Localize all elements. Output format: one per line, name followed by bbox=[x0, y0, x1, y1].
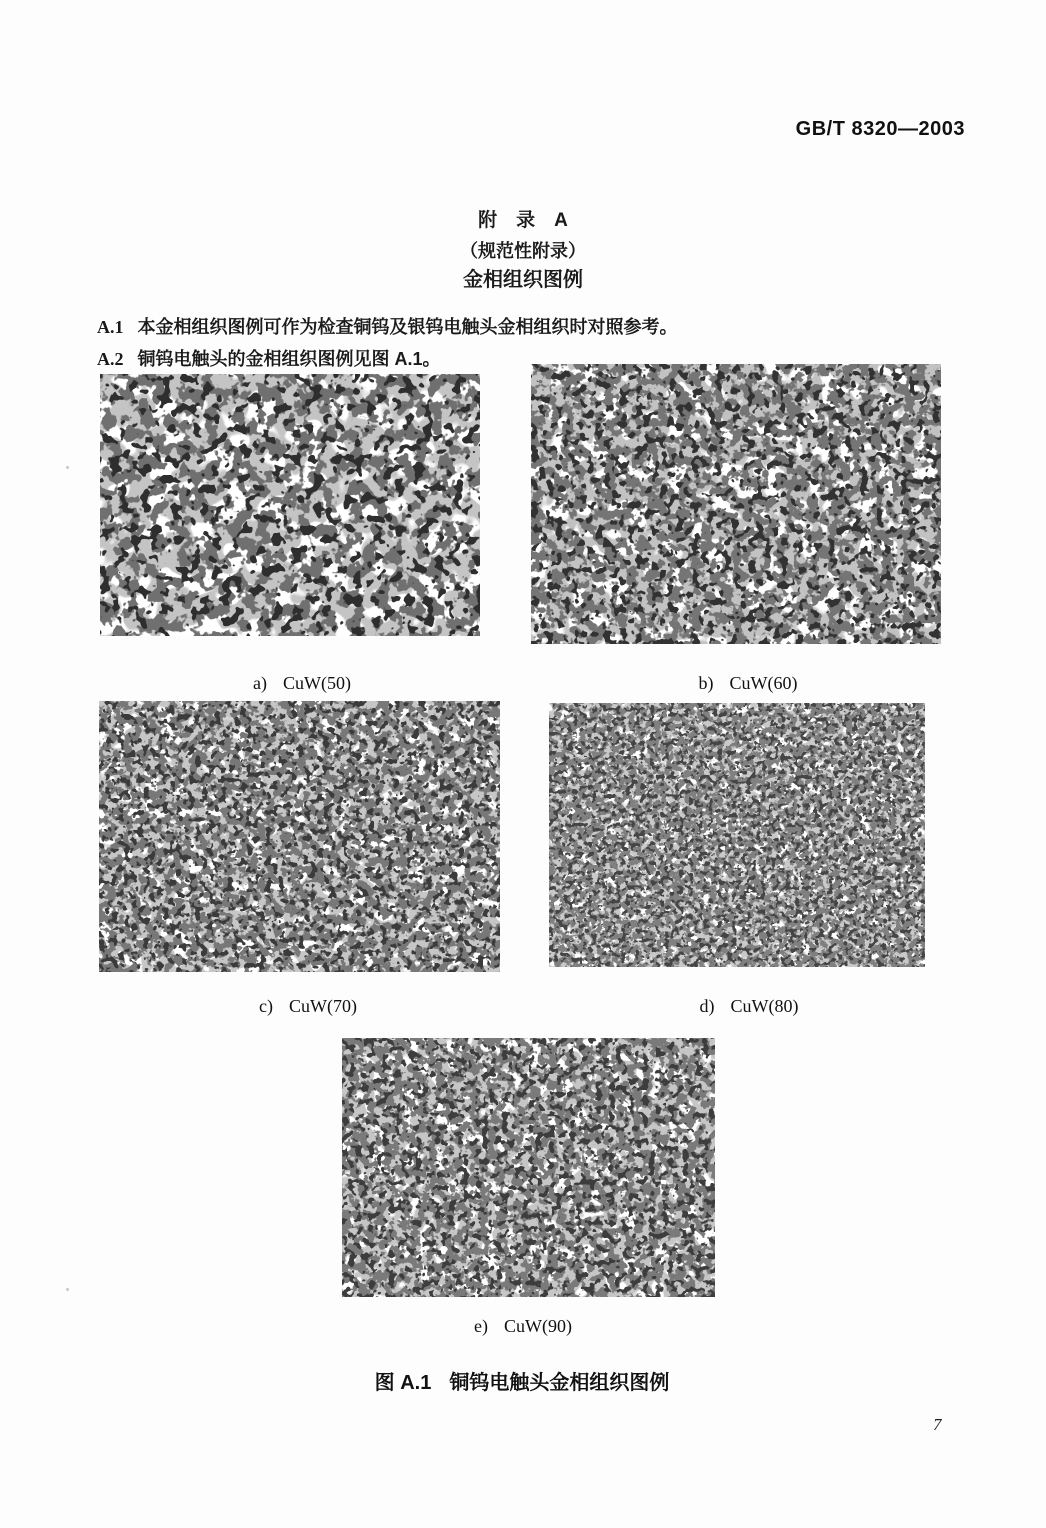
clause-a2-text: 铜钨电触头的金相组织图例见图 A.1。 bbox=[137, 349, 441, 369]
figure-label-e-name: CuW(90) bbox=[504, 1316, 572, 1336]
figure-label-a-name: CuW(50) bbox=[283, 673, 351, 693]
standard-code: GB/T 8320—2003 bbox=[795, 118, 965, 140]
scan-speck bbox=[66, 1288, 69, 1291]
figure-label-b bbox=[699, 673, 798, 694]
figure-caption-label: 图 A.1 bbox=[374, 1372, 432, 1394]
micrograph-cuw70 bbox=[99, 701, 500, 972]
micrograph-cuw80 bbox=[549, 703, 925, 967]
figure-label-b-prefix: b) bbox=[698, 673, 714, 693]
figure-label-c-prefix: c) bbox=[259, 996, 273, 1016]
figure-caption bbox=[375, 1366, 670, 1395]
scan-speck bbox=[66, 466, 69, 469]
figure-label-e bbox=[474, 1316, 572, 1337]
micrograph-cuw60 bbox=[531, 364, 941, 644]
appendix-heading: 金相组织图例 bbox=[463, 269, 583, 291]
figure-label-e-prefix: e) bbox=[474, 1316, 488, 1336]
appendix-title-block bbox=[0, 211, 1046, 290]
figure-label-a-prefix: a) bbox=[253, 673, 267, 693]
clause-a1-label: A.1 bbox=[97, 317, 124, 337]
clause-a1 bbox=[97, 316, 957, 338]
page-number: 7 bbox=[933, 1415, 942, 1434]
clause-a2-label: A.2 bbox=[97, 349, 124, 369]
figure-label-b-name: CuW(60) bbox=[729, 673, 798, 693]
appendix-title: 附 录 A bbox=[478, 210, 568, 231]
figure-label-a bbox=[253, 673, 351, 694]
micrograph-cuw90 bbox=[342, 1038, 715, 1297]
figure-label-d-prefix: d) bbox=[699, 996, 715, 1016]
clause-a1-text: 本金相组织图例可作为检查铜钨及银钨电触头金相组织时对照参考。 bbox=[137, 317, 678, 337]
micrograph-cuw50 bbox=[100, 374, 480, 636]
appendix-subtitle: （规范性附录） bbox=[460, 241, 586, 261]
figure-caption-text: 铜钨电触头金相组织图例 bbox=[449, 1372, 670, 1394]
figure-label-c bbox=[259, 996, 357, 1017]
figure-label-d bbox=[700, 996, 799, 1017]
figure-label-c-name: CuW(70) bbox=[289, 996, 357, 1016]
figure-label-d-name: CuW(80) bbox=[730, 996, 799, 1016]
